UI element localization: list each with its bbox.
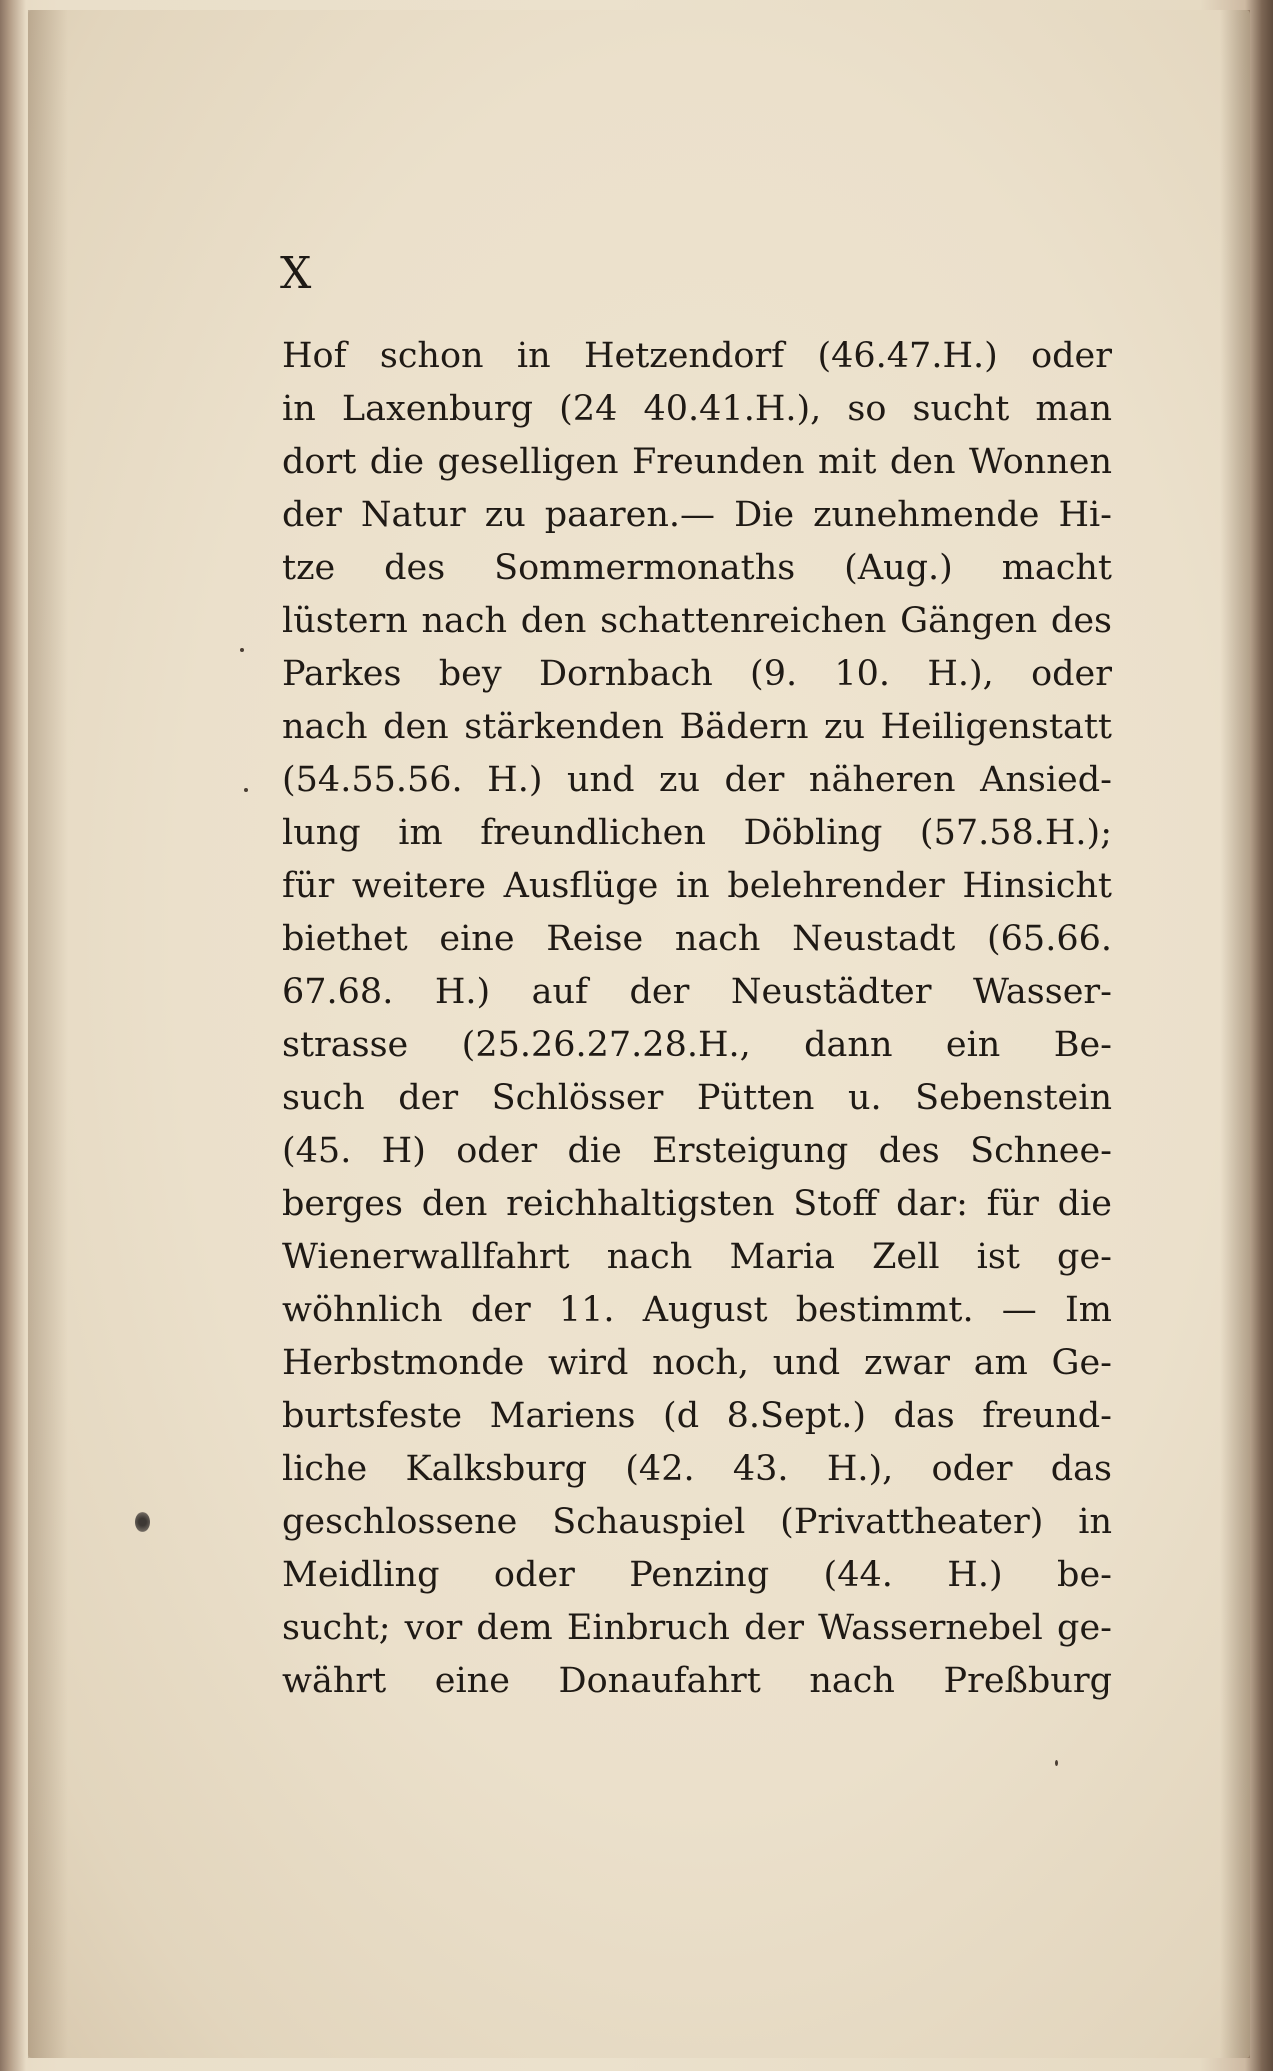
left-page-edge-shadow [28,10,68,2058]
text-line: biethet eine Reise nach Neustadt (65.66. [282,919,1112,959]
text-line: burtsfeste Mariens (d 8.Sept.) das freund- [282,1396,1112,1436]
text-line: (45. H) oder die Ersteigung des Schnee- [282,1131,1112,1171]
text-line: Hof schon in Hetzendorf (46.47.H.) oder [282,336,1112,376]
text-line: wöhnlich der 11. August bestimmt. — Im [282,1290,1112,1330]
text-line: Parkes bey Dornbach (9. 10. H.), oder [282,654,1112,694]
paper-speck [244,788,248,792]
text-line: (54.55.56. H.) und zu der näheren Ansied- [282,760,1112,800]
text-line: lung im freundlichen Döbling (57.58.H.); [282,813,1112,853]
body-text [282,330,1112,1708]
text-line: nach den stärkenden Bädern zu Heiligenstatt [282,707,1112,747]
text-line: lüstern nach den schattenreichen Gängen des [282,601,1112,641]
text-line: liche Kalksburg (42. 43. H.), oder das [282,1449,1112,1489]
text-line: berges den reichhaltigsten Stoff dar: für die [282,1184,1112,1224]
page-number: X [280,248,313,299]
text-line: für weitere Ausflüge in belehrender Hinsicht [282,866,1112,906]
right-page-edge-shadow [1220,10,1250,2058]
text-line: geschlossene Schauspiel (Privattheater) in [282,1502,1112,1542]
text-line: Herbstmonde wird noch, und zwar am Ge- [282,1343,1112,1383]
paper-speck [1055,1760,1058,1766]
text-line: dort die geselligen Freunden mit den Wonnen [282,442,1112,482]
text-line: in Laxenburg (24 40.41.H.), so sucht man [282,389,1112,429]
text-line: such der Schlösser Pütten u. Sebenstein [282,1078,1112,1118]
text-line: 67.68. H.) auf der Neustädter Wasser- [282,972,1112,1012]
text-line: strasse (25.26.27.28.H., dann ein Be- [282,1025,1112,1065]
text-line: der Natur zu paaren.— Die zunehmende Hi- [282,495,1112,535]
paper-speck [240,648,244,652]
ink-spot [135,1512,150,1532]
text-line: Meidling oder Penzing (44. H.) be- [282,1555,1112,1595]
text-line: sucht; vor dem Einbruch der Wassernebel ge- [282,1608,1112,1648]
text-line: Wienerwallfahrt nach Maria Zell ist ge- [282,1237,1112,1277]
text-line: tze des Sommermonaths (Aug.) macht [282,548,1112,588]
text-line: währt eine Donaufahrt nach Preßburg [282,1661,1112,1701]
